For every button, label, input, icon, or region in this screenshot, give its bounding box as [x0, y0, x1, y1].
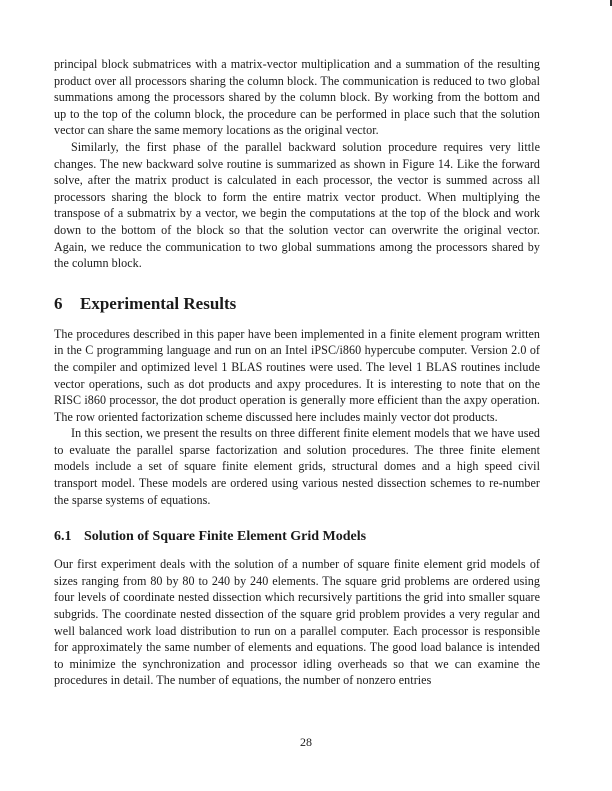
body-paragraph: Similarly, the first phase of the parallel backward solution procedure requires very little changes. The new backward solve routine is summarized as shown in Figure 14. Like the forward solve, after the matrix product is calculated in each processor, the vector is summed across all processors sharing the block to form the entire matrix vector product. When multiplying the transpose of a submatrix by a vector, we begin the computations at the top of the block and work down to the bottom of the block so that the solution vector can overwrite the original vector. Again, we reduce the communication to two global summations among the processors shared by the column block.: [54, 139, 540, 271]
body-paragraph: Our first experiment deals with the solution of a number of square finite element grid models of sizes ranging from 80 by 80 to 240 by 240 elements. The square grid problems are ordered using four levels of coordinate nested dissection which recursively partitions the grid into smaller square subgrids. The coordinate nested dissection of the square grid problem provides a very regular and well balanced work load distribution to run on a parallel computer. Each processor is responsible for approximately the same number of elements and equations. The good load balance is intended to minimize the synchronization and processor idling overheads so that we can examine the procedures in detail. The number of equations, the number of nonzero entries: [54, 557, 540, 688]
subsection-number: 6.1: [54, 529, 72, 545]
page-number: 28: [300, 735, 312, 749]
subsection-heading: [54, 528, 540, 546]
section-title: Experimental Results: [80, 293, 237, 313]
body-paragraph: principal block submatrices with a matrix-vector multiplication and a summation of the resulting product over all processors sharing the column block. The communication is reduced to two global summations among the processors shared by the column block. By working from the bottom and up to the top of the column block, the procedure can be performed in place such that the solution vector can share the same memory locations as the original vector.: [54, 57, 540, 138]
document-page: [54, 56, 540, 689]
section-number: 6: [54, 293, 63, 313]
body-paragraph: The procedures described in this paper have been implemented in a finite element program written in the C programming language and run on an Intel iPSC/i860 hypercube computer. Version 2.0 of the compiler and optimized level 1 BLAS routines were used. The level 1 BLAS routines include vector operations, such as dot products and axpy procedures. It is interesting to note that on the RISC i860 processor, the dot product operation is generally more efficient than the axpy operation. The row oriented factorization scheme discussed here includes mainly vector dot products.: [54, 326, 540, 424]
section-heading: [54, 294, 540, 314]
subsection-title: Solution of Square Finite Element Grid Models: [84, 529, 367, 545]
body-paragraph: In this section, we present the results on three different finite element models that we have used to evaluate the parallel sparse factorization and solution procedures. The three finite element models include a set of square finite element grids, structural domes and a high speed civil transport model. These models are ordered using various nested dissection schemes to re-number the sparse systems of equations.: [54, 426, 540, 507]
